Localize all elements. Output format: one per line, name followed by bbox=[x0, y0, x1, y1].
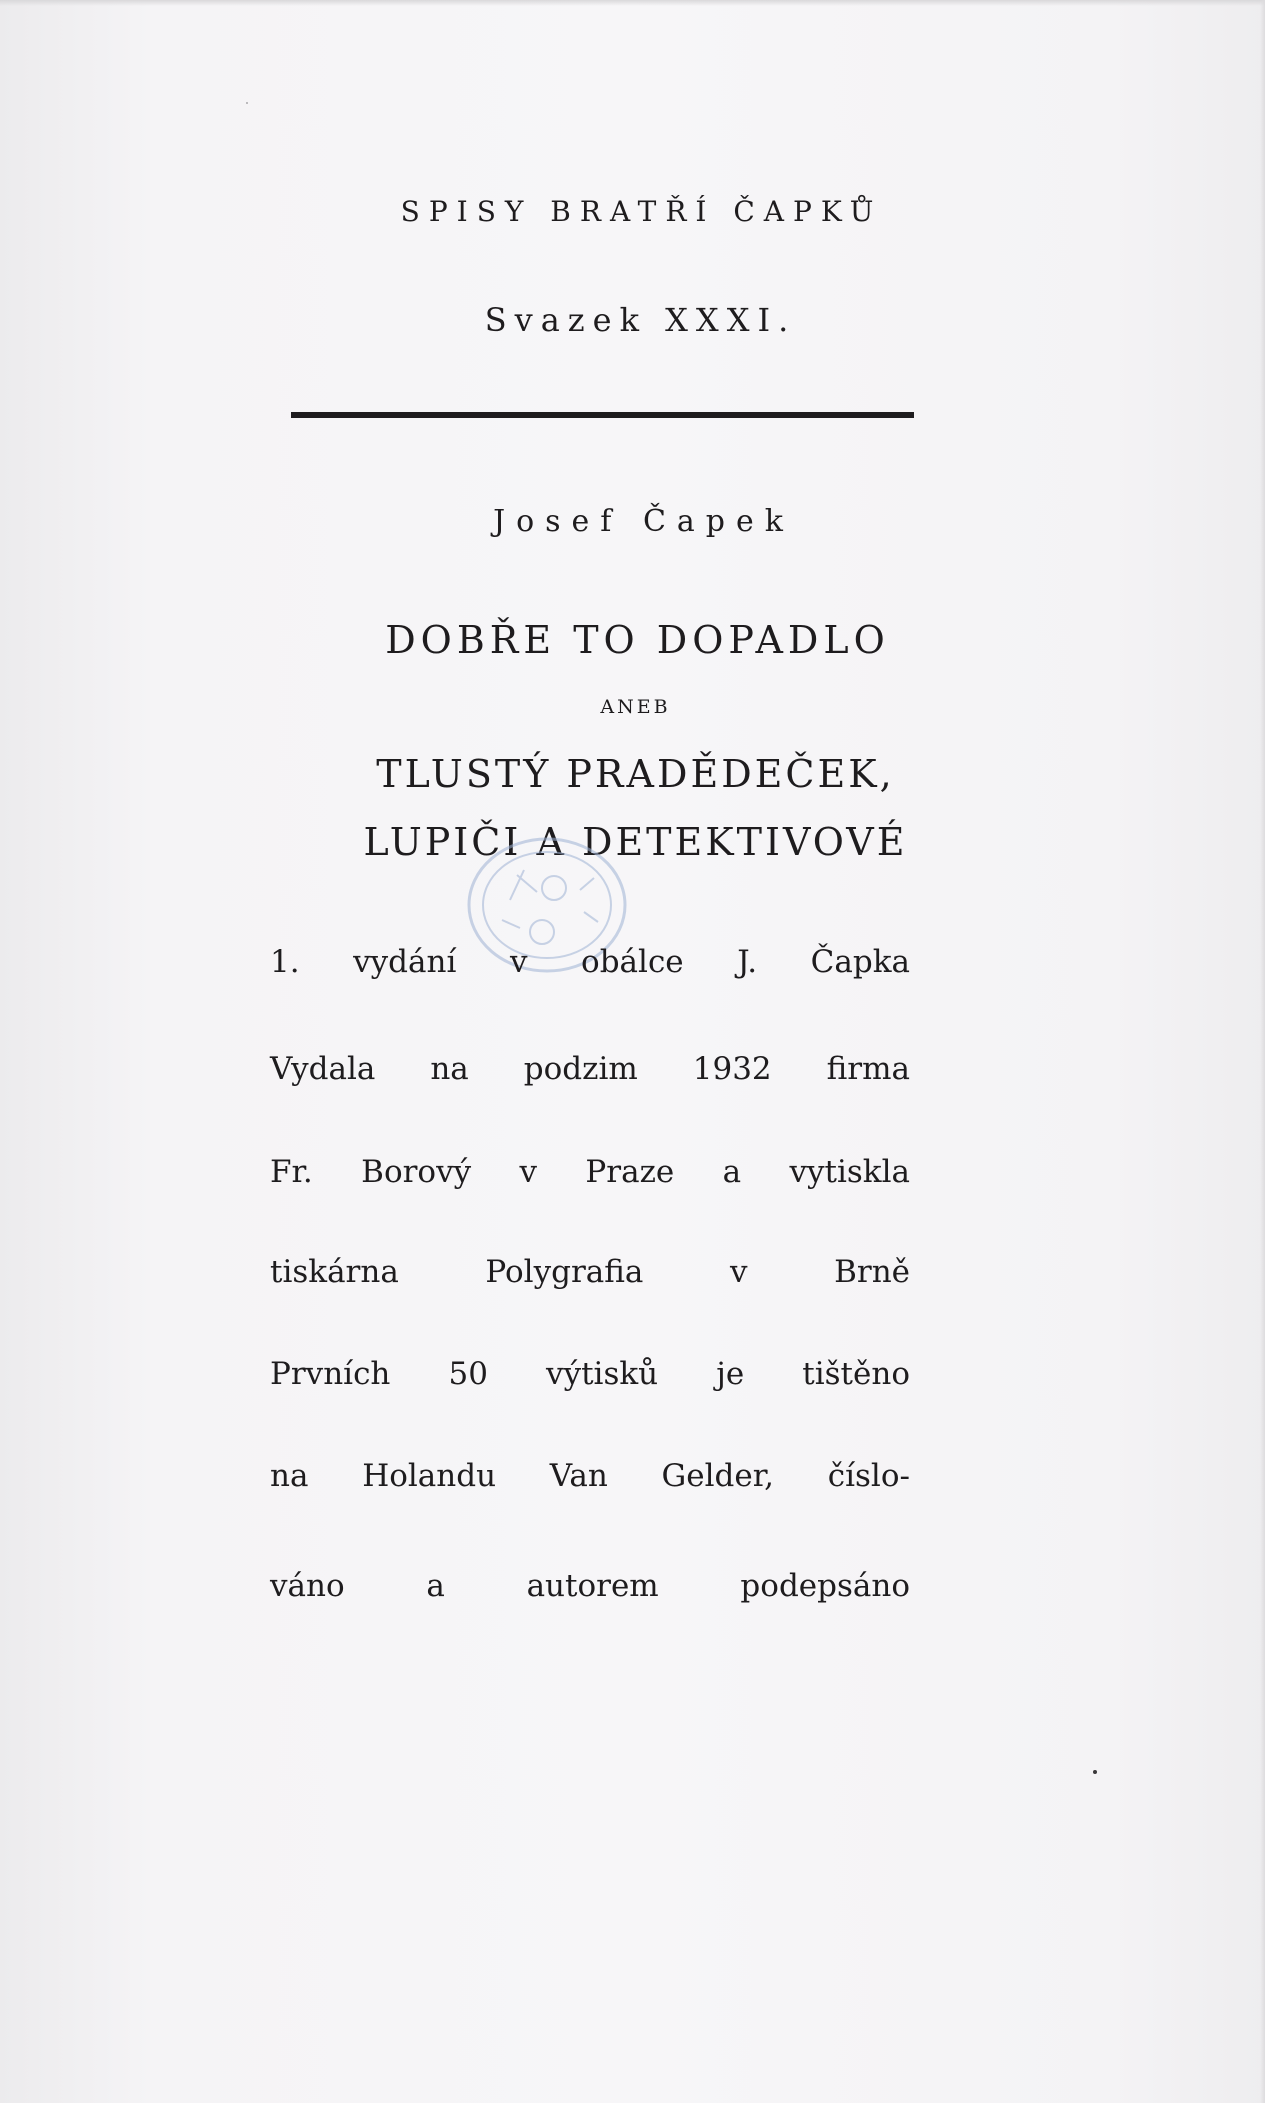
book-title-line-3: LUPIČI A DETEKTIVOVÉ bbox=[363, 820, 908, 864]
series-title: SPISY BRATŘÍ ČAPKŮ bbox=[400, 195, 883, 228]
book-title-line-2: TLUSTÝ PRADĚDEČEK, bbox=[376, 752, 895, 796]
imprint-line-3: Fr. Borový v Praze a vytiskla bbox=[270, 1154, 910, 1190]
imprint-line-4: tiskárna Polygrafia v Brně bbox=[270, 1254, 910, 1290]
author-name: Josef Čapek bbox=[493, 504, 794, 539]
page-edge-top bbox=[0, 0, 1265, 6]
imprint-line-6: na Holandu Van Gelder, číslo- bbox=[270, 1458, 910, 1494]
imprint-line-2: Vydala na podzim 1932 firma bbox=[270, 1051, 910, 1087]
imprint-line-5: Prvních 50 výtisků je tištěno bbox=[270, 1356, 910, 1392]
paper-speck bbox=[1093, 1770, 1097, 1774]
paper-speck bbox=[246, 102, 248, 104]
imprint-line-1: 1. vydání v obálce J. Čapka bbox=[270, 944, 910, 980]
horizontal-rule bbox=[291, 412, 914, 418]
imprint-line-7: váno a autorem podepsáno bbox=[270, 1568, 910, 1604]
volume-number: Svazek XXXI. bbox=[484, 301, 797, 339]
book-title-line-1: DOBŘE TO DOPADLO bbox=[385, 618, 890, 662]
title-connector: ANEB bbox=[600, 696, 671, 718]
